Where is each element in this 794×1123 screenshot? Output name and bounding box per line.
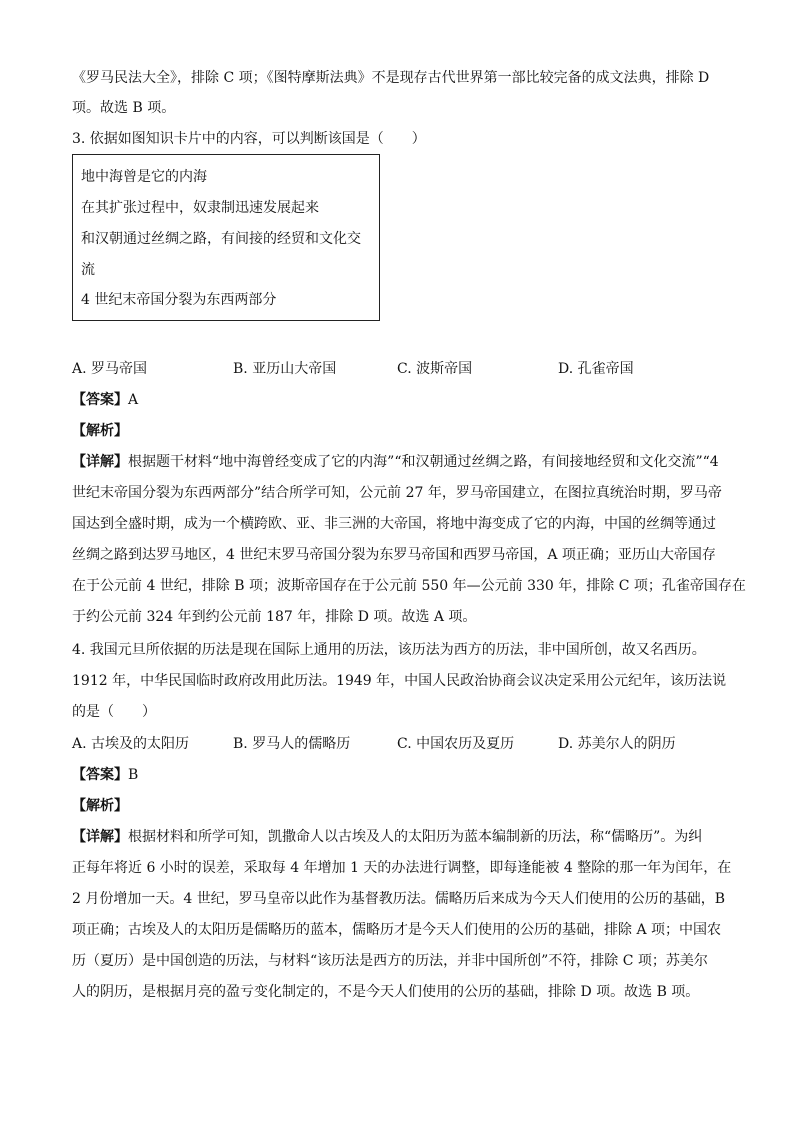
q4-option-c: C. 中国农历及夏历 bbox=[397, 736, 515, 752]
q3-option-b: B. 亚历山大帝国 bbox=[233, 361, 337, 377]
q4-detail-line-4: 项正确；古埃及人的太阳历是儒略历的蓝本，儒略历才是今天人们使用的公历的基础，排除 A 项；中国农 bbox=[72, 922, 722, 938]
q3-detail-line-3: 国达到全盛时期，成为一个横跨欧、亚、非三洲的大帝国，将地中海变成了它的内海，中国的丝绸等通过 bbox=[72, 516, 716, 532]
prev-explanation-line-2: 项。故选 B 项。 bbox=[72, 100, 176, 116]
question-4-stem-line-1: 4. 我国元旦所依据的历法是现在国际上通用的历法，该历法为西方的历法，非中国所创，故又名西历。 bbox=[72, 642, 706, 658]
q3-detail-line-2: 世纪末帝国分裂为东西两部分”结合所学可知，公元前 27 年，罗马帝国建立，在图拉真统治时期，罗马帝 bbox=[72, 485, 722, 501]
answer-label: 【答案】 bbox=[72, 767, 128, 783]
card-line: 地中海曾是它的内海 bbox=[81, 169, 207, 185]
knowledge-card bbox=[72, 154, 380, 321]
detail-label: 【详解】 bbox=[72, 454, 128, 470]
q3-option-c: C. 波斯帝国 bbox=[397, 361, 473, 377]
q4-detail-line-1 bbox=[72, 827, 722, 847]
analysis-label: 【解析】 bbox=[72, 423, 128, 439]
q3-answer bbox=[72, 390, 722, 410]
q4-option-a: A. 古埃及的太阳历 bbox=[72, 736, 190, 752]
prev-explanation-line-1: 《罗马民法大全》，排除 C 项；《图特摩斯法典》不是现存古代世界第一部比较完备的成文法典，排除 D bbox=[72, 70, 710, 86]
answer-label: 【答案】 bbox=[72, 392, 128, 408]
card-line: 在其扩张过程中，奴隶制迅速发展起来 bbox=[81, 200, 319, 216]
analysis-label: 【解析】 bbox=[72, 798, 128, 814]
q4-detail-line-6: 人的阴历，是根据月亮的盈亏变化制定的，不是今天人们使用的公历的基础，排除 D 项。故选 B 项。 bbox=[72, 984, 700, 1000]
q4-option-b: B. 罗马人的儒略历 bbox=[233, 736, 351, 752]
answer-value: A bbox=[128, 392, 139, 408]
q4-analysis-label bbox=[72, 796, 722, 816]
q3-option-d: D. 孔雀帝国 bbox=[558, 361, 634, 377]
question-4-stem-line-3: 的是（ ） bbox=[72, 704, 156, 720]
detail-text: 根据题干材料“地中海曾经变成了它的内海”“和汉朝通过丝绸之路，有间接地经贸和文化交流”“4 bbox=[128, 454, 719, 470]
q4-detail-line-2: 正每年将近 6 小时的误差，采取每 4 年增加 1 天的办法进行调整，即每逢能被 4 整除的那一年为闰年，在 bbox=[72, 860, 732, 876]
answer-value: B bbox=[128, 767, 139, 783]
card-line: 和汉朝通过丝绸之路，有间接的经贸和文化交 bbox=[81, 231, 361, 247]
q3-detail-line-4: 丝绸之路到达罗马地区，4 世纪末罗马帝国分裂为东罗马帝国和西罗马帝国，A 项正确；亚历山大帝国存 bbox=[72, 547, 716, 563]
q4-detail-line-5: 历（夏历）是中国创造的历法，与材料“该历法是西方的历法，并非中国所创”不符，排除 C 项；苏美尔 bbox=[72, 953, 708, 969]
q4-detail-line-3: 2 月份增加一天。4 世纪，罗马皇帝以此作为基督教历法。儒略历后来成为今天人们使用的公历的基础，B bbox=[72, 891, 726, 907]
q4-answer bbox=[72, 765, 722, 785]
question-4-stem-line-2: 1912 年，中华民国临时政府改用此历法。1949 年，中国人民政治协商会议决定采用公元纪年，该历法说 bbox=[72, 673, 727, 689]
detail-text: 根据材料和所学可知，凯撒命人以古埃及人的太阳历为蓝本编制新的历法，称“儒略历”。为纠 bbox=[128, 829, 703, 845]
question-3-stem: 3. 依据如图知识卡片中的内容，可以判断该国是（ ） bbox=[72, 131, 426, 147]
q3-detail-line-1 bbox=[72, 452, 722, 472]
q3-option-a: A. 罗马帝国 bbox=[72, 361, 148, 377]
q4-option-d: D. 苏美尔人的阴历 bbox=[558, 736, 676, 752]
detail-label: 【详解】 bbox=[72, 829, 128, 845]
card-line: 4 世纪末帝国分裂为东西两部分 bbox=[81, 292, 277, 308]
card-line: 流 bbox=[81, 262, 95, 278]
q3-detail-line-6: 于约公元前 324 年到约公元前 187 年，排除 D 项。故选 A 项。 bbox=[72, 609, 477, 625]
q3-detail-line-5: 在于公元前 4 世纪，排除 B 项；波斯帝国存在于公元前 550 年—公元前 330 年，排除 C 项；孔雀帝国存在 bbox=[72, 578, 746, 594]
q3-analysis-label bbox=[72, 421, 722, 441]
